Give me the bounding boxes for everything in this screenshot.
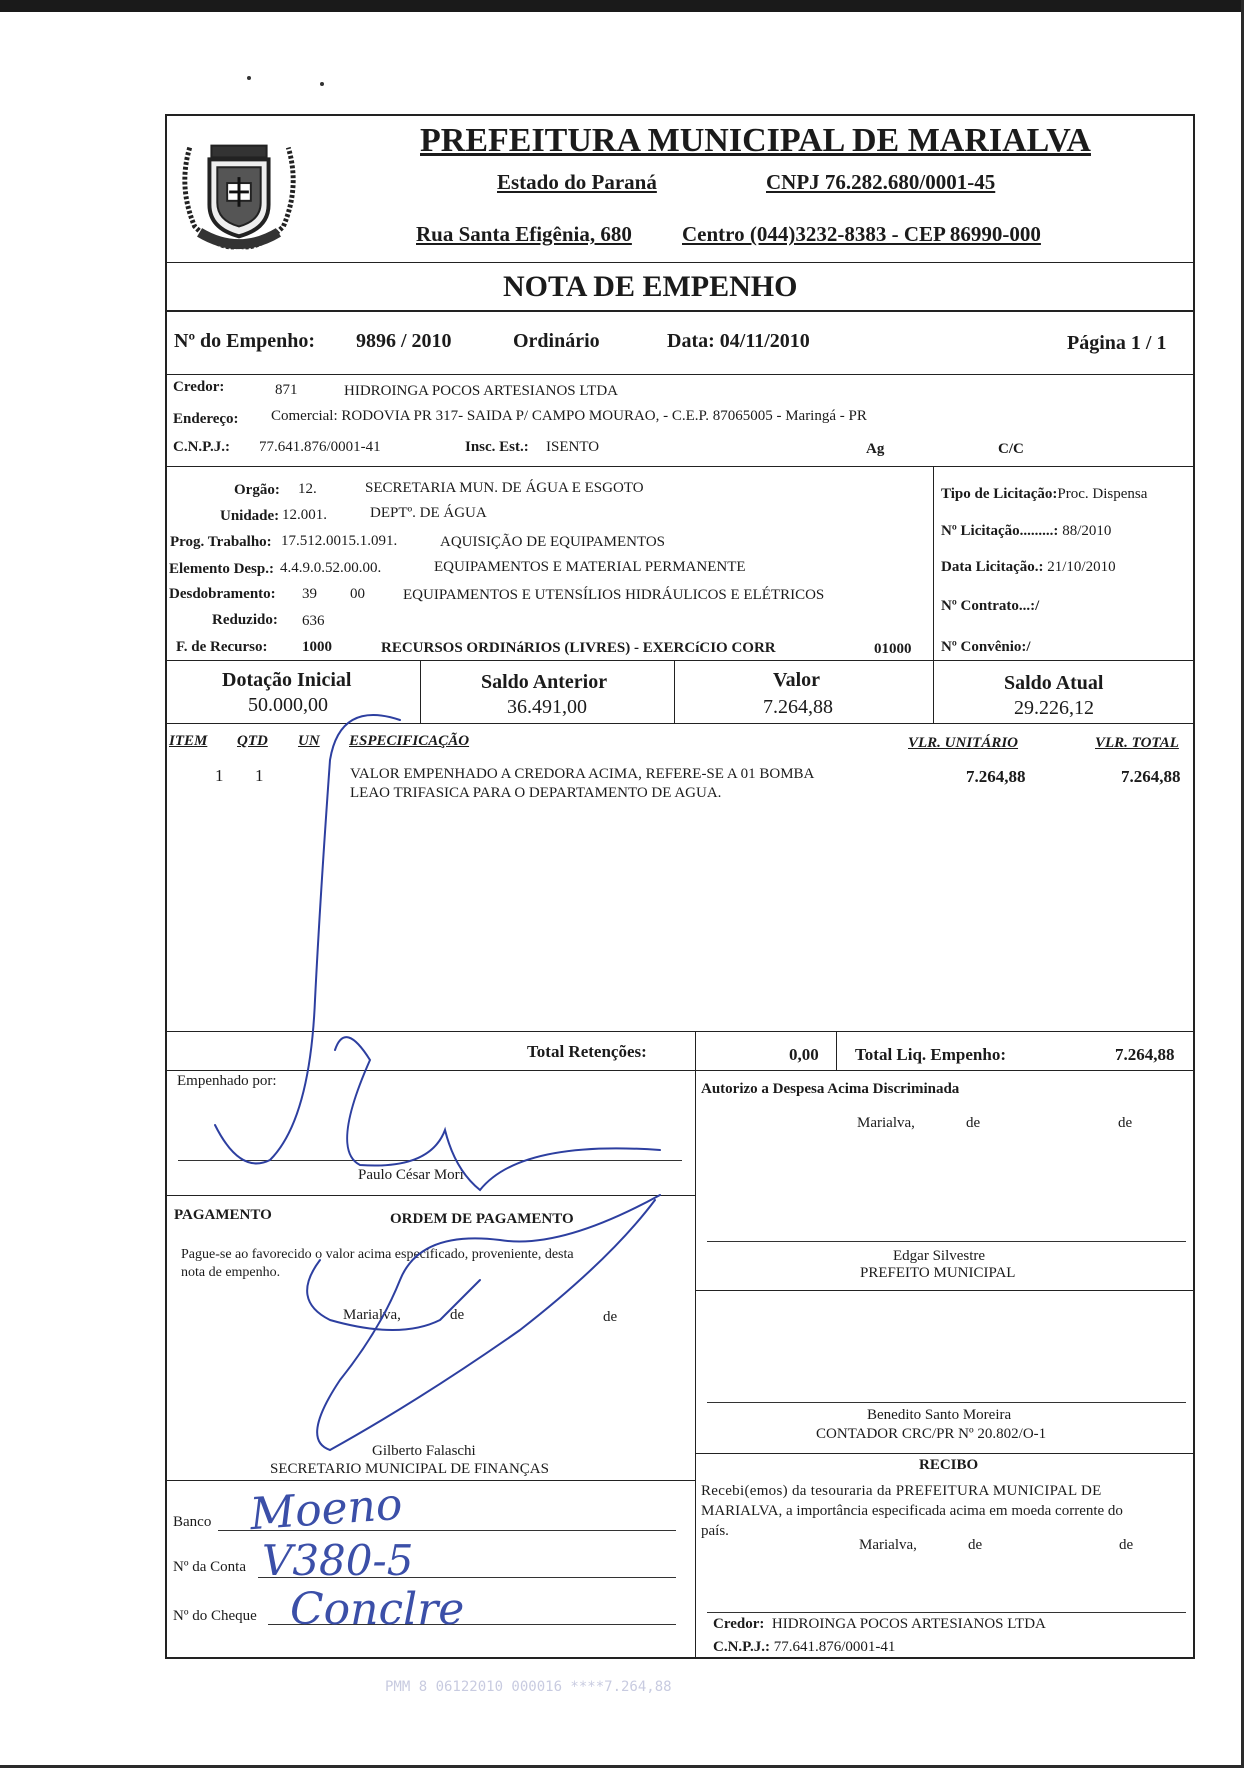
col-especificacao: ESPECIFICAÇÃO [349,733,470,749]
dotacao-label: Dotação Inicial [222,669,352,691]
unidade-name: DEPTº. DE ÁGUA [370,505,487,521]
saldo-anterior-value: 36.491,00 [507,696,587,718]
footer-stamp: PMM 8 06122010 000016 ****7.264,88 [385,1679,672,1695]
divider [420,660,421,723]
saldo-atual-value: 29.226,12 [1014,697,1094,719]
tipo-licitacao: Proc. Dispensa [1057,486,1148,502]
secretario-title: SECRETARIO MUNICIPAL DE FINANÇAS [270,1461,549,1477]
ordem-city: Marialva, [343,1307,401,1323]
col-vlr-total: VLR. TOTAL [1095,735,1179,751]
creditor-code: 871 [275,382,298,398]
creditor-address: Comercial: RODOVIA PR 317- SAIDA P/ CAMPO MOURAO, - C.E.P. 87065005 - Maringá - PR [271,408,867,424]
signature-line [707,1241,1186,1242]
banco-handwritten: Moeno [248,1478,404,1541]
item-total-value: 7.264,88 [1121,767,1181,786]
recibo-cnpj-label: C.N.P.J.: [713,1639,770,1655]
divider [165,262,1195,263]
desdobramento-sub: 00 [350,586,365,602]
creditor-cnpj: 77.641.876/0001-41 [259,439,381,455]
signature-line [707,1612,1186,1613]
divider [695,1290,1195,1291]
item-number: 1 [215,766,224,785]
item-spec-line2: LEAO TRIFASICA PARA O DEPARTAMENTO DE AGUA. [350,785,722,801]
data-licitacao: 21/10/2010 [1047,559,1116,575]
orgao-label: Orgão: [234,482,280,498]
ordem-de-2: de [603,1309,618,1325]
autorizo-de-1: de [966,1115,981,1131]
convenio: Nº Convênio:/ [941,639,1031,655]
item-unit-value: 7.264,88 [966,767,1026,786]
contrato: Nº Contrato...:/ [941,598,1040,614]
divider [165,1480,695,1481]
page-title: PREFEITURA MUNICIPAL DE MARIALVA [420,122,1091,159]
col-un: UN [298,733,320,749]
divider [933,466,934,660]
recibo-de-2: de [1119,1537,1134,1553]
creditor-cnpj-label: C.N.P.J.: [173,439,230,455]
desdobramento-name: EQUIPAMENTOS E UTENSÍLIOS HIDRÁULICOS E ELÉTRICOS [403,587,825,603]
reduzido-label: Reduzido: [212,612,278,628]
elemento-code: 4.4.9.0.52.00.00. [280,560,382,576]
empenhado-label: Empenhado por: [177,1073,277,1089]
recibo-line2: MARIALVA, a importância especificada acima em moeda corrente do [701,1503,1123,1519]
prefeito-name: Edgar Silvestre [893,1248,986,1264]
valor-label: Valor [773,669,821,691]
agency-label: Ag [866,441,885,457]
banco-label: Banco [173,1514,212,1530]
elemento-label: Elemento Desp.: [169,561,274,577]
secretario-name: Gilberto Falaschi [372,1443,476,1459]
autorizo-city: Marialva, [857,1115,915,1131]
header-state: Estado do Paraná [497,170,657,194]
signature-line [178,1160,682,1161]
orgao-name: SECRETARIA MUN. DE ÁGUA E ESGOTO [365,480,644,496]
tipo-licitacao-label: Tipo de Licitação: [941,486,1058,502]
divider [695,1453,1195,1454]
recurso-name: RECURSOS ORDINáRIOS (LIVRES) - EXERCíCIO CORR [381,640,776,656]
scan-speck [247,76,251,80]
address-label: Endereço: [173,411,239,427]
divider [695,1031,696,1659]
col-qtd: QTD [237,733,268,749]
recibo-city: Marialva, [859,1537,917,1553]
recibo-credor-label: Credor: [713,1616,765,1632]
header-street: Rua Santa Efigênia, 680 [416,222,632,246]
header-cnpj: CNPJ 76.282.680/0001-45 [766,170,996,194]
divider [933,660,934,723]
account-label: C/C [998,441,1024,457]
divider [165,1031,1195,1032]
prefeito-title: PREFEITO MUNICIPAL [860,1265,1016,1281]
unidade-label: Unidade: [220,508,280,524]
num-licitacao: 88/2010 [1062,523,1112,539]
contador-title: CONTADOR CRC/PR Nº 20.802/O-1 [816,1426,1047,1442]
unidade-code: 12.001. [282,507,327,523]
recurso-code-2: 01000 [874,641,912,657]
saldo-atual-label: Saldo Atual [1004,672,1104,694]
pagamento-label: PAGAMENTO [174,1207,272,1223]
reduzido-code: 636 [302,613,325,629]
saldo-anterior-label: Saldo Anterior [481,671,608,693]
ordem-pagamento-label: ORDEM DE PAGAMENTO [390,1211,574,1227]
item-qtd: 1 [255,766,264,785]
ordem-de-1: de [450,1307,465,1323]
divider [165,660,1195,661]
ordem-text-line1: Pague-se ao favorecido o valor acima especificado, proveniente, desta [181,1247,574,1262]
col-vlr-unitario: VLR. UNITÁRIO [908,735,1019,751]
desdobramento-label: Desdobramento: [169,586,276,602]
dotacao-value: 50.000,00 [248,694,328,716]
conta-label: Nº da Conta [173,1559,246,1575]
recibo-credor-name: HIDROINGA POCOS ARTESIANOS LTDA [771,1616,1046,1632]
item-spec-line1: VALOR EMPENHADO A CREDORA ACIMA, REFERE-SE A 01 BOMBA [350,766,815,782]
divider [165,1070,1195,1071]
empenho-number: 9896 / 2010 [356,330,452,352]
divider [674,660,675,723]
prog-name: AQUISIÇÃO DE EQUIPAMENTOS [440,534,666,550]
divider [165,466,1195,467]
empenho-date: Data: 04/11/2010 [667,330,810,352]
page-number: Página 1 / 1 [1067,332,1167,354]
ordem-text-line2: nota de empenho. [181,1265,281,1280]
cheque-handwritten: Conclre [290,1584,465,1635]
divider [165,310,1195,312]
prog-code: 17.512.0015.1.091. [281,533,398,549]
divider [165,1195,695,1196]
scan-top-edge [0,0,1244,12]
scan-speck [320,82,324,86]
signature-line [707,1402,1186,1403]
empenho-number-label: Nº do Empenho: [174,330,316,352]
recibo-line1: Recebi(emos) da tesouraria da PREFEITURA MUNICIPAL DE [701,1483,1102,1499]
recibo-line3: país. [701,1523,729,1539]
divider [165,723,1195,724]
orgao-code: 12. [298,481,317,497]
autorizo-de-2: de [1118,1115,1133,1131]
recibo-de-1: de [968,1537,983,1553]
autorizo-label: Autorizo a Despesa Acima Discriminada [701,1081,960,1097]
col-item: ITEM [169,733,208,749]
conta-handwritten: V380-5 [262,1536,414,1585]
creditor-name: HIDROINGA POCOS ARTESIANOS LTDA [344,383,618,399]
total-retencoes-value: 0,00 [789,1045,819,1064]
empenhado-name: Paulo César Mori [358,1167,464,1183]
prog-label: Prog. Trabalho: [170,534,272,550]
recibo-cnpj: 77.641.876/0001-41 [773,1639,896,1655]
document-title: NOTA DE EMPENHO [503,270,798,303]
total-liq-value: 7.264,88 [1115,1045,1175,1064]
empenho-type: Ordinário [513,330,600,352]
elemento-name: EQUIPAMENTOS E MATERIAL PERMANENTE [434,559,746,575]
divider [165,374,1195,375]
insc-label: Insc. Est.: [465,439,529,455]
insc-value: ISENTO [546,439,600,455]
recurso-code: 1000 [302,639,332,655]
valor-value: 7.264,88 [763,696,833,718]
total-retencoes-label: Total Retenções: [527,1042,647,1061]
divider [836,1031,837,1070]
total-liq-label: Total Liq. Empenho: [855,1045,1006,1064]
header-contact: Centro (044)3232-8383 - CEP 86990-000 [682,222,1041,246]
desdobramento-code: 39 [302,586,317,602]
creditor-label: Credor: [173,379,225,395]
recurso-label: F. de Recurso: [176,639,268,655]
cheque-label: Nº do Cheque [173,1608,257,1624]
contador-name: Benedito Santo Moreira [867,1407,1012,1423]
num-licitacao-label: Nº Licitação.........: [941,523,1059,539]
data-licitacao-label: Data Licitação.: [941,559,1044,575]
recibo-label: RECIBO [919,1457,979,1473]
